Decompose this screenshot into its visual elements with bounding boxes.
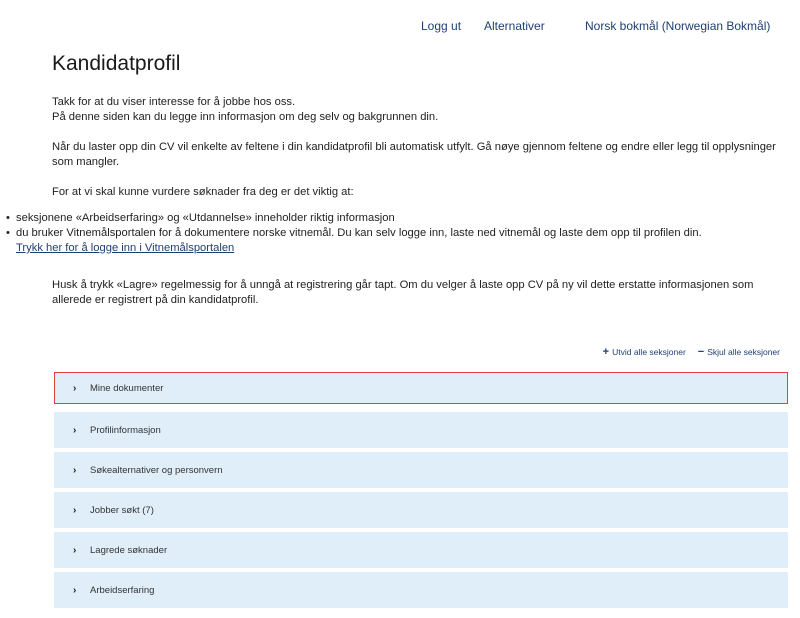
list-item	[0, 211, 790, 226]
intro-thanks: Takk for at du viser interesse for å jobbe hos oss.	[52, 96, 296, 108]
intro-text	[52, 95, 792, 200]
section-arbeidserfaring[interactable]	[54, 572, 788, 608]
plus-icon: +	[602, 346, 610, 358]
page-title: Kandidatprofil	[52, 52, 181, 75]
section-label: Søkealternativer og personvern	[90, 464, 223, 476]
chevron-right-icon: ›	[73, 504, 77, 516]
requirements-lead: For at vi skal kunne vurdere søknader fra deg er det viktig at:	[52, 186, 354, 198]
language-selector[interactable]: Norsk bokmål (Norwegian Bokmål)	[585, 19, 771, 33]
section-sokealternativer[interactable]	[54, 452, 788, 488]
save-reminder: Husk å trykk «Lagre» regelmessig for å unngå at registrering går tapt. Om du velger å laste opp CV på ny vil dette erstatte informasjonen som allerede er registrert på din kandidatprofil.	[52, 279, 754, 306]
cv-upload-note: Når du laster opp din CV vil enkelte av feltene i din kandidatprofil bli automatisk utfylt. Gå nøye gjennom feltene og endre eller legg til opplysninger som mangler.	[52, 141, 776, 168]
section-label: Mine dokumenter	[90, 382, 164, 394]
alternatives-link[interactable]: Alternativer	[484, 19, 545, 33]
expand-all-button[interactable]	[603, 347, 686, 357]
expand-all-label: Utvid alle seksjoner	[612, 347, 686, 357]
hide-all-label: Skjul alle seksjoner	[707, 347, 780, 357]
chevron-right-icon: ›	[73, 464, 77, 476]
section-lagrede-soknader[interactable]	[54, 532, 788, 568]
section-label: Lagrede søknader	[90, 544, 168, 556]
section-label: Arbeidserfaring	[90, 584, 155, 596]
requirements-list	[0, 211, 790, 256]
chevron-right-icon: ›	[73, 382, 77, 394]
section-mine-dokumenter[interactable]	[54, 372, 788, 404]
list-item	[0, 226, 790, 256]
top-navigation	[0, 19, 800, 35]
chevron-right-icon: ›	[73, 424, 77, 436]
section-label: Profilinformasjon	[90, 424, 161, 436]
chevron-right-icon: ›	[73, 544, 77, 556]
vitnemal-portal-link[interactable]: Trykk her for å logge inn i Vitnemålsportalen	[16, 242, 235, 254]
section-profilinformasjon[interactable]	[54, 412, 788, 448]
section-label: Jobber søkt (7)	[90, 504, 154, 516]
intro-description: På denne siden kan du legge inn informasjon om deg selv og bakgrunnen din.	[52, 111, 439, 123]
requirement-sections: seksjonene «Arbeidserfaring» og «Utdannelse» inneholder riktig informasjon	[16, 212, 395, 224]
minus-icon: −	[697, 346, 705, 358]
logout-link[interactable]: Logg ut	[421, 19, 462, 33]
section-jobber-sokt[interactable]	[54, 492, 788, 528]
requirement-vitnemal: du bruker Vitnemålsportalen for å dokumentere norske vitnemål. Du kan selv logge inn, laste ned vitnemål og laste dem opp til profilen din.	[16, 227, 702, 239]
profile-sections	[54, 372, 788, 612]
chevron-right-icon: ›	[73, 584, 77, 596]
hide-all-button[interactable]	[698, 347, 780, 357]
section-controls	[603, 347, 780, 357]
